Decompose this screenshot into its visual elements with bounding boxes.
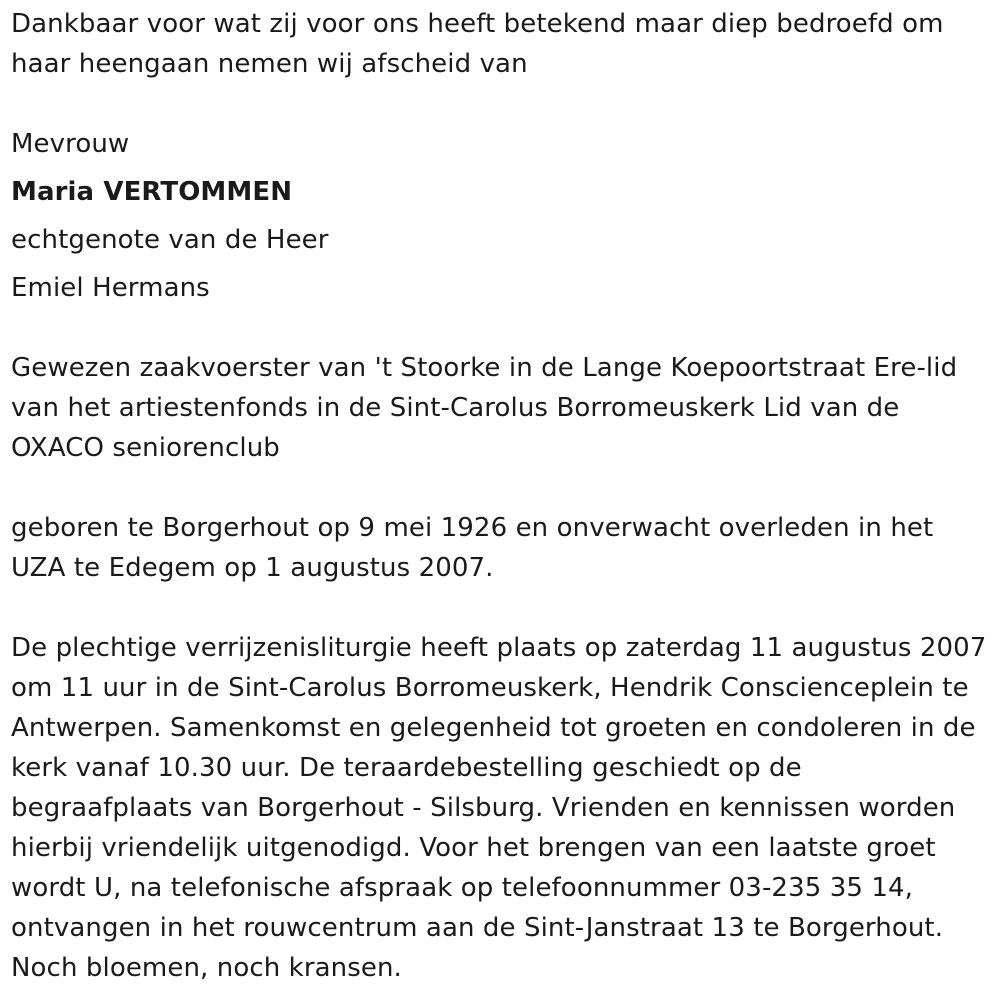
deceased-name: Maria VERTOMMEN bbox=[11, 177, 293, 207]
obituary-notice bbox=[11, 4, 991, 988]
ceremony-text: De plechtige verrijzenisliturgie heeft plaats op zaterdag 11 augustus 2007 om 11 uur in de Sint-Carolus Borromeuskerk, Hendrik Conscienceplein te Antwerpen. Samenkomst en gelegenheid tot groeten en condoleren in de kerk vanaf 10.30 uur. De teraardebestelling geschiedt op de begraafplaats van Borgerhout - Silsburg. Vrienden en kennissen worden hierbij vriendelijk uitgenodigd. Voor het brengen van een laatste groet wordt U, na telefonische afspraak op telefoonnummer 03-235 35 14, ontvangen in het rouwcentrum aan de Sint-Janstraat 13 te Borgerhout. Noch bloemen, noch kransen. bbox=[11, 633, 987, 983]
intro-text: Dankbaar voor wat zij voor ons heeft betekend maar diep bedroefd om haar heengaan nemen wij afscheid van bbox=[11, 9, 944, 79]
birth-death-text: geboren te Borgerhout op 9 mei 1926 en onverwacht overleden in het UZA te Edegem op 1 augustus 2007. bbox=[11, 513, 934, 583]
spacer bbox=[11, 308, 991, 348]
spacer bbox=[11, 84, 991, 124]
deceased-block bbox=[11, 120, 991, 312]
salutation: Mevrouw bbox=[11, 129, 130, 159]
spacer bbox=[11, 588, 991, 628]
biography-text: Gewezen zaakvoerster van 't Stoorke in de Lange Koepoortstraat Ere-lid van het artiestenfonds in de Sint-Carolus Borromeuskerk Lid van de OXACO seniorenclub bbox=[11, 353, 958, 463]
spacer bbox=[11, 468, 991, 508]
relation-text: echtgenote van de Heer bbox=[11, 225, 329, 255]
spouse-name: Emiel Hermans bbox=[11, 273, 210, 303]
